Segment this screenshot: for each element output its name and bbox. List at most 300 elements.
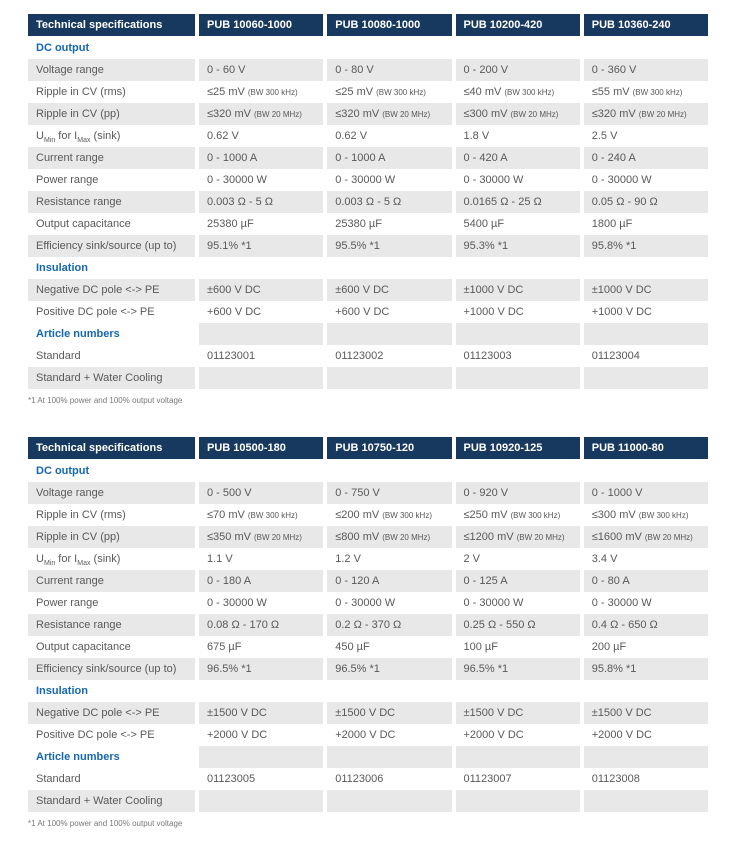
spec-row <box>28 59 708 81</box>
spec-label <box>28 548 195 570</box>
spec-row <box>28 504 708 526</box>
spec-value-cell <box>327 301 451 323</box>
bandwidth-note: (BW 20 MHz) <box>638 110 687 119</box>
spec-value: 0 - 80 V <box>335 64 374 76</box>
spec-value: ±1500 V DC <box>335 707 396 719</box>
bandwidth-note: (BW 20 MHz) <box>382 110 431 119</box>
spec-value-cell <box>584 658 708 680</box>
spec-value: 0.003 Ω - 5 Ω <box>335 196 402 208</box>
spec-value-cell <box>456 367 580 389</box>
spec-value: ≤320 mV <box>207 108 251 120</box>
spec-row <box>28 658 708 680</box>
bandwidth-note: (BW 300 kHz) <box>247 511 298 520</box>
section-row <box>28 460 708 482</box>
spec-value-cell <box>327 59 451 81</box>
spec-value: ±600 V DC <box>335 284 389 296</box>
spec-value-cell <box>199 636 323 658</box>
spec-row <box>28 81 708 103</box>
spec-value-cell <box>584 482 708 504</box>
spec-label: Power range <box>36 174 99 186</box>
spec-row <box>28 279 708 301</box>
spec-row <box>28 548 708 570</box>
spec-value: 96.5% *1 <box>207 663 252 675</box>
spec-row <box>28 367 708 389</box>
spec-value-cell <box>327 125 451 147</box>
spec-label: Positive DC pole <-> PE <box>36 306 155 318</box>
spec-value-cell <box>327 257 451 279</box>
spec-label: Negative DC pole <-> PE <box>28 279 195 301</box>
bandwidth-note: (BW 20 MHz) <box>253 110 302 119</box>
spec-value: 96.5% *1 <box>463 663 509 675</box>
spec-value-cell <box>584 460 708 482</box>
spec-row <box>28 724 708 746</box>
spec-value: ≤300 mV <box>463 108 508 120</box>
spec-value-cell <box>584 147 708 169</box>
spec-value-cell <box>327 526 451 548</box>
spec-value: 25380 µF <box>335 218 382 230</box>
spec-value: 0 - 1000 A <box>335 152 386 164</box>
spec-value: 0 - 30000 W <box>463 597 524 609</box>
spec-label-part: U <box>36 130 44 142</box>
spec-label-part: Min <box>43 137 56 145</box>
spec-value: 0.25 Ω - 550 Ω <box>463 619 536 631</box>
spec-value: ≤320 mV <box>591 108 636 120</box>
spec-label: Current range <box>28 570 195 592</box>
spec-value: 0.05 Ω - 90 Ω <box>591 196 658 208</box>
spec-value: 450 µF <box>335 641 370 653</box>
spec-value-cell <box>327 702 451 724</box>
column-header-model: PUB 10200-420 <box>456 14 580 36</box>
spec-value-cell <box>199 37 323 59</box>
spec-value-cell <box>327 658 451 680</box>
spec-label: Voltage range <box>28 482 195 504</box>
spec-label-part: (sink) <box>90 130 121 142</box>
spec-value: 95.1% *1 <box>207 240 252 252</box>
spec-value-cell <box>327 191 451 213</box>
spec-value: 0 - 30000 W <box>463 174 524 186</box>
spec-value: 0 - 30000 W <box>335 597 396 609</box>
spec-label-part: Min <box>43 560 56 568</box>
spec-value-cell <box>456 504 580 526</box>
column-header-model: PUB 10750-120 <box>327 437 451 459</box>
spec-value-cell <box>327 768 451 790</box>
spec-value-cell <box>327 345 451 367</box>
table-header-title: Technical specifications <box>28 437 195 459</box>
spec-label: Output capacitance <box>36 218 131 230</box>
section-row <box>28 323 708 345</box>
spec-label-part: Max <box>77 560 91 568</box>
spec-row <box>28 614 708 636</box>
spec-label: Standard + Water Cooling <box>28 790 195 812</box>
spec-value-cell <box>456 746 580 768</box>
spec-value-cell <box>584 768 708 790</box>
spec-value: ±1500 V DC <box>463 707 524 719</box>
spec-value-cell <box>456 768 580 790</box>
spec-value: 0 - 30000 W <box>207 174 267 186</box>
spec-value: +2000 V DC <box>463 729 524 741</box>
bandwidth-note: (BW 20 MHz) <box>253 533 302 542</box>
spec-row <box>28 482 708 504</box>
spec-value: 0.4 Ω - 650 Ω <box>591 619 658 631</box>
spec-value: 95.3% *1 <box>463 240 509 252</box>
spec-value-cell <box>584 614 708 636</box>
spec-row <box>28 592 708 614</box>
spec-value: 2.5 V <box>591 130 618 142</box>
spec-value: ≤55 mV <box>591 86 630 98</box>
spec-value-cell <box>199 724 323 746</box>
table-header-row <box>28 437 708 459</box>
spec-value: 0.0165 Ω - 25 Ω <box>463 196 542 208</box>
spec-value-cell <box>456 548 580 570</box>
spec-value-cell <box>199 367 323 389</box>
spec-row <box>28 191 708 213</box>
spec-value-cell <box>584 103 708 125</box>
spec-value: 0.003 Ω - 5 Ω <box>207 196 273 208</box>
spec-value-cell <box>199 526 323 548</box>
spec-value: ≤1600 mV <box>591 531 642 543</box>
table-header-title: Technical specifications <box>28 14 195 36</box>
spec-value-cell <box>327 103 451 125</box>
spec-label <box>28 125 195 147</box>
bandwidth-note: (BW 300 kHz) <box>247 88 298 97</box>
spec-label: Ripple in CV (rms) <box>36 509 126 521</box>
spec-value: 0.08 Ω - 170 Ω <box>207 619 280 631</box>
spec-value-cell <box>327 680 451 702</box>
bandwidth-note: (BW 300 kHz) <box>638 511 689 520</box>
spec-label: Current range <box>28 147 195 169</box>
spec-value-cell <box>327 790 451 812</box>
spec-value-cell <box>199 279 323 301</box>
bandwidth-note: (BW 20 MHz) <box>510 110 559 119</box>
spec-value: 95.8% *1 <box>591 240 637 252</box>
spec-value-cell <box>327 482 451 504</box>
spec-row <box>28 169 708 191</box>
spec-value: 0 - 500 V <box>207 487 252 499</box>
spec-value-cell <box>456 614 580 636</box>
column-header-model: PUB 10920-125 <box>456 437 580 459</box>
spec-value-cell <box>199 301 323 323</box>
spec-value-cell <box>584 367 708 389</box>
spec-label: Ripple in CV (rms) <box>36 86 126 98</box>
spec-table <box>28 437 708 828</box>
footnote: *1 At 100% power and 100% output voltage <box>28 819 183 828</box>
spec-value-cell <box>584 191 708 213</box>
spec-value-cell <box>456 191 580 213</box>
spec-label: Resistance range <box>28 191 195 213</box>
spec-value-cell <box>327 636 451 658</box>
spec-value-cell <box>199 746 323 768</box>
spec-value: 0 - 120 A <box>335 575 380 587</box>
spec-value: 96.5% *1 <box>335 663 380 675</box>
spec-value: ±1000 V DC <box>591 284 652 296</box>
spec-value-cell <box>199 592 323 614</box>
section-title: Insulation <box>36 262 88 274</box>
spec-value: ±1500 V DC <box>207 707 267 719</box>
spec-label-part: (sink) <box>90 553 121 565</box>
spec-value-cell <box>327 213 451 235</box>
spec-label: Voltage range <box>28 59 195 81</box>
spec-label-part: for I <box>55 130 78 142</box>
spec-value-cell <box>456 323 580 345</box>
spec-value: 0 - 80 A <box>591 575 630 587</box>
spec-value-cell <box>327 746 451 768</box>
spec-value: 0 - 750 V <box>335 487 380 499</box>
column-header-model: PUB 10500-180 <box>199 437 323 459</box>
spec-value: 1.1 V <box>207 553 233 565</box>
spec-value: 0 - 180 A <box>207 575 252 587</box>
spec-value-cell <box>199 191 323 213</box>
spec-row <box>28 790 708 812</box>
spec-label: Output capacitance <box>36 641 131 653</box>
section-row <box>28 746 708 768</box>
section-title: Insulation <box>36 685 88 697</box>
spec-row <box>28 570 708 592</box>
spec-row <box>28 768 708 790</box>
spec-row <box>28 636 708 658</box>
bandwidth-note: (BW 300 kHz) <box>504 88 555 97</box>
spec-value-cell <box>327 367 451 389</box>
spec-value: +2000 V DC <box>207 729 268 741</box>
spec-label-part: Max <box>77 137 91 145</box>
spec-value-cell <box>584 680 708 702</box>
spec-value-cell <box>199 125 323 147</box>
spec-value-cell <box>199 213 323 235</box>
spec-value: ≤25 mV <box>207 86 245 98</box>
spec-value-cell <box>199 81 323 103</box>
spec-value: 0.62 V <box>207 130 239 142</box>
section-title: Article numbers <box>36 328 120 340</box>
spec-value-cell <box>199 504 323 526</box>
spec-value: 0.62 V <box>335 130 368 142</box>
spec-value-cell <box>584 570 708 592</box>
spec-value-cell <box>584 345 708 367</box>
spec-value: ±600 V DC <box>207 284 261 296</box>
spec-value: +2000 V DC <box>335 729 396 741</box>
spec-value-cell <box>327 460 451 482</box>
spec-value: ±1500 V DC <box>591 707 652 719</box>
spec-label: Power range <box>36 597 99 609</box>
spec-value: 1.2 V <box>335 553 361 565</box>
section-title: Article numbers <box>36 751 120 763</box>
spec-value-cell <box>327 592 451 614</box>
spec-value-cell <box>584 81 708 103</box>
spec-value: 0 - 200 V <box>463 64 509 76</box>
spec-value-cell <box>584 790 708 812</box>
spec-value: 0 - 240 A <box>591 152 636 164</box>
spec-value: 0.2 Ω - 370 Ω <box>335 619 402 631</box>
spec-value: +1000 V DC <box>591 306 652 318</box>
section-title: DC output <box>36 42 90 54</box>
spec-value: +600 V DC <box>335 306 390 318</box>
spec-value-cell <box>456 301 580 323</box>
spec-value-cell <box>199 103 323 125</box>
table-body <box>28 460 708 812</box>
spec-value-cell <box>456 147 580 169</box>
spec-row <box>28 345 708 367</box>
spec-label: Ripple in CV (pp) <box>28 103 195 125</box>
spec-value: 675 µF <box>207 641 242 653</box>
spec-value-cell <box>199 235 323 257</box>
spec-value-cell <box>456 570 580 592</box>
spec-value-cell <box>584 301 708 323</box>
spec-value: 01123007 <box>463 773 512 785</box>
spec-value-cell <box>584 592 708 614</box>
spec-value-cell <box>199 702 323 724</box>
spec-value-cell <box>584 746 708 768</box>
spec-label: Standard + Water Cooling <box>28 367 195 389</box>
spec-value-cell <box>584 235 708 257</box>
spec-value-cell <box>584 504 708 526</box>
spec-value: ±1000 V DC <box>463 284 524 296</box>
spec-value-cell <box>199 59 323 81</box>
spec-row <box>28 213 708 235</box>
spec-value-cell <box>584 213 708 235</box>
spec-value-cell <box>199 680 323 702</box>
spec-value-cell <box>327 169 451 191</box>
spec-value-cell <box>456 680 580 702</box>
spec-value-cell <box>584 59 708 81</box>
spec-value: +600 V DC <box>207 306 262 318</box>
spec-value-cell <box>456 345 580 367</box>
spec-value: 25380 µF <box>207 218 254 230</box>
spec-value: 100 µF <box>463 641 498 653</box>
spec-value: ≤800 mV <box>335 531 380 543</box>
spec-value-cell <box>584 169 708 191</box>
spec-value: 0 - 30000 W <box>591 174 652 186</box>
spec-value-cell <box>199 790 323 812</box>
spec-value: ≤1200 mV <box>463 531 514 543</box>
spec-label: Efficiency sink/source (up to) <box>28 235 195 257</box>
spec-value: 1.8 V <box>463 130 490 142</box>
spec-row <box>28 301 708 323</box>
spec-value: 1800 µF <box>591 218 633 230</box>
spec-value: 95.8% *1 <box>591 663 637 675</box>
spec-value-cell <box>456 526 580 548</box>
spec-value: 2 V <box>463 553 481 565</box>
spec-label: Negative DC pole <-> PE <box>28 702 195 724</box>
table-body <box>28 37 708 389</box>
spec-value-cell <box>327 235 451 257</box>
spec-label-part: U <box>36 553 44 565</box>
spec-label: Standard <box>36 773 81 785</box>
spec-value-cell <box>327 548 451 570</box>
column-header-model: PUB 10080-1000 <box>327 14 451 36</box>
spec-value: 01123004 <box>591 350 640 362</box>
spec-value: ≤350 mV <box>207 531 251 543</box>
bandwidth-note: (BW 300 kHz) <box>382 511 432 520</box>
column-header-model: PUB 10060-1000 <box>199 14 323 36</box>
footnote: *1 At 100% power and 100% output voltage <box>28 396 183 405</box>
spec-value-cell <box>456 658 580 680</box>
spec-row <box>28 526 708 548</box>
spec-value: 3.4 V <box>591 553 618 565</box>
spec-value: ≤25 mV <box>335 86 374 98</box>
section-row <box>28 680 708 702</box>
spec-row <box>28 235 708 257</box>
spec-value: 5400 µF <box>463 218 505 230</box>
spec-label: Standard <box>36 350 81 362</box>
spec-value-cell <box>456 103 580 125</box>
spec-value: 0 - 360 V <box>591 64 637 76</box>
table-header-row <box>28 14 708 36</box>
spec-value-cell <box>327 81 451 103</box>
spec-value-cell <box>327 570 451 592</box>
spec-value: ≤70 mV <box>207 509 245 521</box>
spec-value-cell <box>456 81 580 103</box>
spec-row <box>28 103 708 125</box>
spec-value: 0 - 30000 W <box>335 174 396 186</box>
spec-value: 0 - 420 A <box>463 152 508 164</box>
spec-value-cell <box>327 614 451 636</box>
spec-value: 0 - 125 A <box>463 575 508 587</box>
spec-value-cell <box>327 504 451 526</box>
spec-row <box>28 702 708 724</box>
spec-value-cell <box>456 592 580 614</box>
spec-table <box>28 14 708 405</box>
spec-row <box>28 125 708 147</box>
spec-value: ≤200 mV <box>335 509 380 521</box>
spec-value-cell <box>199 570 323 592</box>
spec-value-cell <box>584 724 708 746</box>
spec-value-cell <box>456 724 580 746</box>
spec-value-cell <box>456 235 580 257</box>
spec-value: 0 - 30000 W <box>207 597 267 609</box>
spec-value-cell <box>199 768 323 790</box>
spec-value: +1000 V DC <box>463 306 524 318</box>
bandwidth-note: (BW 300 kHz) <box>510 511 561 520</box>
spec-value-cell <box>584 37 708 59</box>
section-title: DC output <box>36 465 90 477</box>
spec-value-cell <box>199 257 323 279</box>
spec-value-cell <box>199 548 323 570</box>
spec-value-cell <box>584 125 708 147</box>
spec-value: ≤250 mV <box>463 509 508 521</box>
spec-value: 95.5% *1 <box>335 240 380 252</box>
spec-value: 0 - 1000 A <box>207 152 258 164</box>
spec-value-cell <box>584 702 708 724</box>
bandwidth-note: (BW 300 kHz) <box>632 88 683 97</box>
spec-value-cell <box>327 279 451 301</box>
spec-value: 01123005 <box>207 773 256 785</box>
spec-value-cell <box>456 169 580 191</box>
spec-value: 0 - 920 V <box>463 487 509 499</box>
section-row <box>28 37 708 59</box>
spec-value-cell <box>456 213 580 235</box>
spec-value-cell <box>584 323 708 345</box>
spec-value-cell <box>199 614 323 636</box>
spec-value-cell <box>327 323 451 345</box>
spec-value-cell <box>584 257 708 279</box>
spec-value-cell <box>456 460 580 482</box>
spec-label: Ripple in CV (pp) <box>28 526 195 548</box>
spec-value-cell <box>327 724 451 746</box>
spec-value-cell <box>456 59 580 81</box>
spec-value: 01123006 <box>335 773 384 785</box>
spec-value: 0 - 30000 W <box>591 597 652 609</box>
bandwidth-note: (BW 20 MHz) <box>382 533 431 542</box>
bandwidth-note: (BW 300 kHz) <box>376 88 426 97</box>
spec-value: ≤40 mV <box>463 86 502 98</box>
bandwidth-note: (BW 20 MHz) <box>516 533 565 542</box>
spec-value-cell <box>199 658 323 680</box>
spec-value-cell <box>199 323 323 345</box>
column-header-model: PUB 11000-80 <box>584 437 708 459</box>
spec-value-cell <box>199 460 323 482</box>
spec-value: 01123008 <box>591 773 640 785</box>
spec-value-cell <box>199 169 323 191</box>
spec-value-cell <box>584 279 708 301</box>
spec-value: +2000 V DC <box>591 729 652 741</box>
